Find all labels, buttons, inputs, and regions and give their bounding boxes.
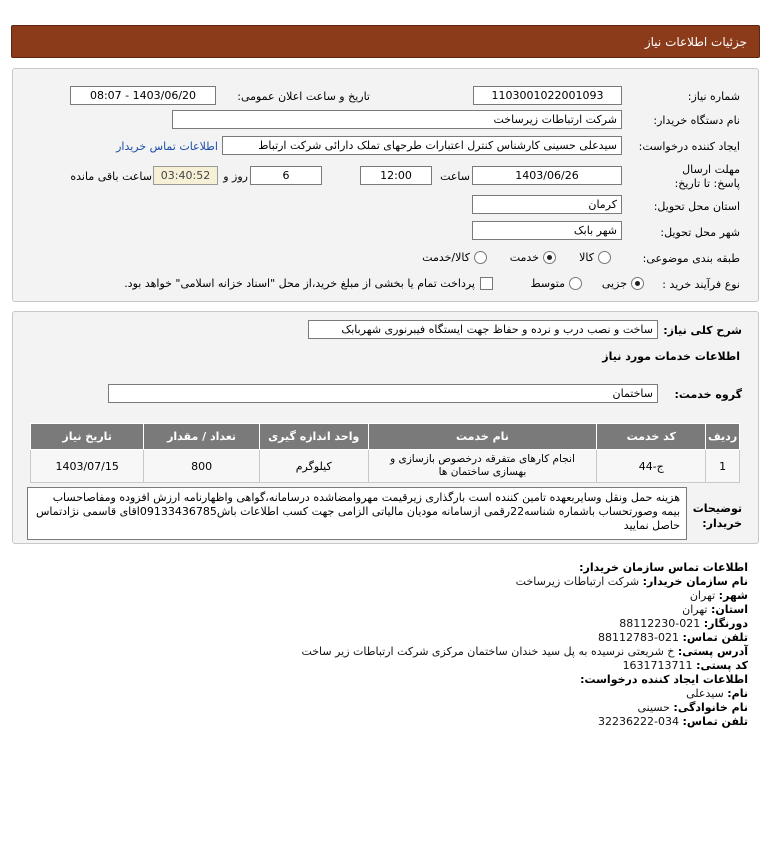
- first-name-label: نام:: [727, 687, 748, 700]
- process-option-minor: جزیی: [601, 277, 627, 290]
- treasury-note: پرداخت تمام یا بخشی از مبلغ خرید،از محل "اسناد خزانه اسلامی" خواهد بود.: [124, 277, 475, 290]
- cell-code: ج-44: [597, 450, 706, 483]
- announce-datetime-label: تاریخ و ساعت اعلان عمومی:: [237, 90, 370, 103]
- contact-province-value: تهران: [682, 603, 708, 616]
- category-option-service: خدمت: [509, 251, 539, 264]
- contact-province-label: استان:: [711, 603, 748, 616]
- col-date-header: تاریخ نیاز: [31, 424, 144, 450]
- need-number-label: شماره نیاز:: [687, 90, 740, 103]
- service-group-field: ساختمان: [108, 384, 658, 403]
- last-name-label: نام خانوادگی:: [673, 701, 748, 714]
- creator-phone-label: تلفن تماس:: [682, 715, 748, 728]
- days-field: 6: [250, 166, 322, 185]
- cell-row: 1: [706, 450, 740, 483]
- need-summary-field: ساخت و نصب درب و نرده و حفاظ جهت ایستگاه فیبرنوری شهربابک: [308, 320, 658, 339]
- buyer-contact-link[interactable]: اطلاعات تماس خریدار: [116, 140, 218, 153]
- services-table: [30, 423, 740, 483]
- phone-label: تلفن تماس:: [682, 631, 748, 644]
- deadline-date-field: 1403/06/26: [472, 166, 622, 185]
- treasury-checkbox[interactable]: [480, 277, 493, 290]
- contact-section: [18, 561, 748, 729]
- deadline-time-label: ساعت: [440, 170, 470, 183]
- page-header: [11, 25, 760, 58]
- need-summary-label: شرح کلی نیاز:: [663, 324, 742, 337]
- days-label: روز و: [223, 170, 248, 183]
- buyer-notes-label: توضیحات خریدار:: [692, 502, 742, 530]
- col-row-header: ردیف: [706, 424, 740, 450]
- postal-label: کد پستی:: [696, 659, 748, 672]
- table-row: [31, 450, 740, 483]
- org-name-value: شرکت ارتباطات زیرساخت: [515, 575, 640, 588]
- buyer-notes-field: هزینه حمل ونقل وسایربعهده تامین کننده است بارگذاری زیرقیمت مهروامضاشده درسامانه،گواهی واظهارنامه ارزش افزوده ومفاصاحساب بیمه وصورتحساب باشماره شناسه22رقمی ازسامانه مودیان مالیاتی الزامی جهت کسب اطلاعات باش09133436785اقای قاسمی نژادتماس حاصل نمایید: [27, 487, 687, 540]
- contact-title: اطلاعات تماس سازمان خریدار:: [579, 561, 748, 574]
- cell-date: 1403/07/15: [31, 450, 144, 483]
- cell-qty: 800: [144, 450, 260, 483]
- city-label: شهر محل تحویل:: [660, 226, 740, 239]
- address-label: آدرس پستی:: [677, 645, 748, 658]
- province-field: کرمان: [472, 195, 622, 214]
- phone-value: 021-88112783: [598, 631, 680, 644]
- creator-label: ایجاد کننده درخواست:: [638, 140, 740, 153]
- last-name-value: حسینی: [637, 701, 670, 714]
- category-radio-goods[interactable]: [598, 251, 611, 264]
- category-radio-goods-service[interactable]: [474, 251, 487, 264]
- address-value: خ شریعتی نرسیده به پل سید خندان ساختمان مرکزی شرکت ارتباطات زیر ساخت: [301, 645, 675, 658]
- category-option-goods-service: کالا/خدمت: [422, 251, 470, 264]
- service-group-label: گروه خدمت:: [674, 388, 742, 401]
- city-field: شهر بابک: [472, 221, 622, 240]
- org-name-label: نام سازمان خریدار:: [642, 575, 748, 588]
- process-label: نوع فرآیند خرید :: [662, 278, 740, 291]
- cell-name: انجام کارهای متفرقه درخصوص بازسازی و بهسازی ساختمان ها: [368, 450, 597, 483]
- province-label: استان محل تحویل:: [653, 200, 740, 213]
- col-unit-header: واحد اندازه گیری: [259, 424, 368, 450]
- fax-label: دورنگار:: [703, 617, 748, 630]
- creator-info-title: اطلاعات ایجاد کننده درخواست:: [580, 673, 748, 686]
- remaining-time-field: 03:40:52: [153, 166, 218, 185]
- category-radio-service[interactable]: [543, 251, 556, 264]
- category-label: طبقه بندی موضوعی:: [642, 252, 740, 265]
- process-radio-medium[interactable]: [569, 277, 582, 290]
- buyer-org-field: شرکت ارتباطات زیرساخت: [172, 110, 622, 129]
- creator-phone-value: 034-32236222: [598, 715, 680, 728]
- need-number-field: 1103001022001093: [473, 86, 622, 105]
- page-title: جزئیات اطلاعات نیاز: [644, 35, 747, 49]
- contact-city-value: تهران: [689, 589, 716, 602]
- col-code-header: کد خدمت: [597, 424, 706, 450]
- creator-field: سیدعلی حسینی کارشناس کنترل اعتبارات طرحهای تملک دارائی شرکت ارتباط: [222, 136, 622, 155]
- deadline-label: مهلت ارسال پاسخ: تا تاریخ:: [674, 163, 740, 190]
- cell-unit: کیلوگرم: [259, 450, 368, 483]
- col-qty-header: تعداد / مقدار: [144, 424, 260, 450]
- remaining-time-label: ساعت باقی مانده: [70, 170, 152, 183]
- services-title: اطلاعات خدمات مورد نیاز: [602, 350, 740, 363]
- fax-value: 021-88112230: [619, 617, 701, 630]
- announce-datetime-field: 1403/06/20 - 08:07: [70, 86, 216, 105]
- col-name-header: نام خدمت: [368, 424, 597, 450]
- process-radio-minor[interactable]: [631, 277, 644, 290]
- contact-city-label: شهر:: [718, 589, 748, 602]
- postal-value: 1631713711: [622, 659, 693, 672]
- buyer-org-label: نام دستگاه خریدار:: [653, 114, 740, 127]
- table-header-row: [31, 424, 740, 450]
- process-option-medium: متوسط: [530, 277, 565, 290]
- category-option-goods: کالا: [579, 251, 594, 264]
- deadline-time-field: 12:00: [360, 166, 432, 185]
- first-name-value: سیدعلی: [686, 687, 724, 700]
